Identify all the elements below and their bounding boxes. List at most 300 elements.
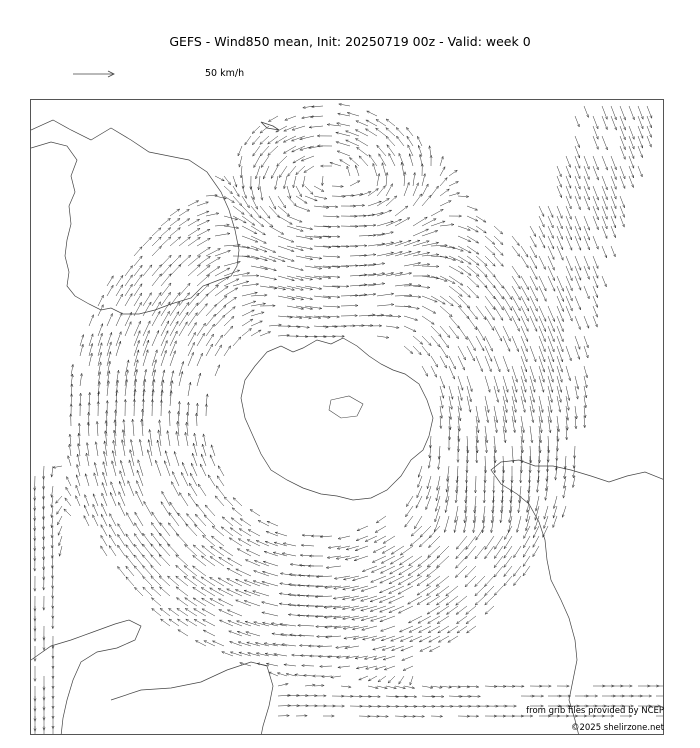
- wind-vector: [229, 631, 242, 636]
- wind-vector: [250, 510, 260, 517]
- wind-vector: [395, 240, 411, 246]
- wind-vector: [159, 555, 170, 567]
- wind-vector: [384, 666, 395, 670]
- wind-vector: [262, 602, 279, 606]
- wind-vector: [395, 251, 411, 256]
- wind-vector: [299, 635, 315, 636]
- wind-vector: [227, 589, 242, 596]
- wind-vector: [380, 616, 395, 622]
- legend-arrow-icon: [72, 66, 118, 82]
- wind-vector: [440, 376, 445, 388]
- wind-vector: [383, 536, 395, 543]
- wind-vector: [179, 237, 191, 246]
- wind-vector: [323, 316, 340, 317]
- wind-vector: [376, 516, 386, 523]
- wind-vector: [109, 524, 116, 536]
- wind-vector: [494, 356, 500, 372]
- wind-vector: [379, 154, 386, 166]
- wind-vector: [188, 228, 200, 236]
- wind-vector: [593, 236, 598, 249]
- wind-vector: [118, 566, 126, 576]
- wind-vector: [245, 621, 260, 626]
- wind-vector: [557, 316, 563, 332]
- wind-vector: [431, 245, 447, 246]
- wind-vector: [181, 472, 188, 486]
- wind-vector: [118, 534, 125, 546]
- wind-vector: [203, 535, 216, 546]
- wind-vector: [134, 265, 142, 276]
- wind-vector: [485, 586, 494, 596]
- wind-vector: [422, 336, 431, 346]
- wind-vector: [101, 535, 107, 546]
- wind-vector: [242, 246, 258, 250]
- wind-vector: [98, 333, 102, 346]
- wind-vector: [647, 116, 652, 128]
- wind-vector: [151, 598, 161, 606]
- wind-vector: [530, 226, 536, 237]
- wind-vector: [404, 346, 413, 354]
- wind-vector: [142, 555, 152, 566]
- wind-vector: [389, 153, 395, 166]
- wind-vector: [476, 356, 483, 372]
- wind-vector: [357, 526, 368, 531]
- wind-vector: [202, 546, 215, 556]
- wind-vector: [260, 126, 269, 133]
- wind-vector: [406, 506, 414, 517]
- wind-vector: [446, 496, 450, 513]
- wind-vector: [160, 587, 171, 596]
- wind-vector: [593, 316, 597, 327]
- wind-vector: [377, 294, 394, 296]
- wind-vector: [323, 296, 340, 297]
- wind-vector: [197, 202, 209, 206]
- wind-vector: [121, 460, 125, 476]
- wind-vector: [125, 360, 129, 376]
- wind-vector: [251, 226, 266, 235]
- wind-vector: [240, 519, 251, 526]
- wind-vector: [408, 145, 413, 156]
- wind-vector: [224, 297, 237, 306]
- wind-vector: [210, 577, 225, 586]
- wind-vector-head: [239, 529, 242, 532]
- wind-vector: [446, 586, 458, 596]
- wind-vector: [143, 350, 148, 366]
- wind-vector: [440, 306, 452, 317]
- wind-vector: [227, 579, 242, 587]
- wind-vector-head: [448, 640, 451, 642]
- wind-vector: [134, 534, 143, 547]
- wind-vector: [438, 626, 449, 633]
- wind-vector: [161, 350, 166, 366]
- wind-vector: [179, 219, 190, 226]
- wind-vector: [263, 561, 278, 566]
- wind-vector: [530, 256, 537, 269]
- wind-vector: [494, 286, 504, 299]
- wind-vector: [283, 146, 296, 153]
- wind-vector: [193, 587, 206, 596]
- wind-vector: [215, 305, 226, 316]
- wind-vector: [449, 286, 462, 296]
- wind-vector: [512, 366, 517, 382]
- wind-vector: [388, 676, 395, 683]
- wind-vector: [602, 216, 607, 229]
- wind-vector: [337, 151, 350, 156]
- wind-vector: [233, 216, 246, 223]
- wind-vector: [593, 116, 598, 129]
- wind-vector: [288, 166, 296, 176]
- wind-vector: [557, 276, 564, 291]
- wind-vector-head: [120, 285, 122, 288]
- wind-vector: [237, 621, 252, 626]
- wind-vector: [647, 106, 652, 118]
- wind-vector: [116, 294, 123, 306]
- wind-vector: [396, 128, 404, 137]
- wind-vector: [359, 156, 368, 166]
- wind-vector: [429, 636, 440, 642]
- wind-vector-head: [399, 681, 402, 684]
- wind-vector: [404, 240, 420, 246]
- wind-vector: [233, 176, 237, 187]
- wind-vector: [458, 236, 471, 242]
- wind-vector: [503, 306, 511, 321]
- wind-vector: [458, 326, 467, 340]
- wind-vector: [413, 194, 422, 206]
- wind-vector: [405, 516, 413, 527]
- wind-vector: [539, 306, 546, 322]
- wind-vector-head: [417, 593, 420, 596]
- wind-vector: [224, 186, 233, 194]
- wind-vector: [431, 209, 443, 216]
- wind-vector: [252, 126, 260, 134]
- wind-vector: [233, 337, 241, 346]
- wind-vector: [89, 315, 94, 326]
- wind-vector: [475, 476, 476, 493]
- wind-vector: [161, 340, 167, 356]
- wind-vector: [494, 566, 503, 577]
- wind-vector: [201, 577, 215, 586]
- wind-vector-head: [235, 288, 238, 290]
- wind-vector: [262, 582, 278, 586]
- wind-vector: [456, 596, 467, 605]
- wind-vector: [494, 306, 503, 321]
- wind-vector: [377, 253, 394, 257]
- wind-vector: [134, 340, 139, 356]
- wind-vector: [557, 206, 562, 219]
- wind-vector-head: [130, 284, 133, 287]
- wind-vector: [98, 305, 103, 316]
- wind-vector: [429, 646, 440, 652]
- wind-vector: [228, 558, 242, 566]
- wind-vector-head: [207, 238, 210, 240]
- wind-vector: [206, 344, 213, 356]
- wind-vector: [440, 189, 449, 196]
- wind-vector: [521, 256, 528, 268]
- wind-vector: [287, 296, 304, 300]
- wind-vector: [169, 619, 179, 626]
- wind-vector: [376, 119, 386, 126]
- wind-vector: [485, 316, 494, 331]
- wind-vector: [539, 216, 544, 227]
- wind-vector: [504, 556, 512, 567]
- wind-vector: [252, 136, 260, 145]
- wind-vector: [638, 106, 643, 119]
- wind-vector-head: [139, 293, 141, 296]
- wind-vector: [557, 306, 564, 322]
- wind-vector: [197, 275, 210, 286]
- wind-vector: [278, 256, 294, 261]
- wind-vector: [302, 666, 314, 667]
- wind-vector: [254, 622, 269, 626]
- wind-vector: [260, 256, 276, 261]
- wind-vector: [593, 306, 598, 317]
- wind-vector: [419, 636, 431, 642]
- wind-vector: [262, 612, 278, 616]
- wind-vector: [188, 265, 200, 276]
- wind-vector: [93, 494, 98, 506]
- wind-vector: [218, 578, 233, 586]
- wind-vector: [449, 316, 460, 328]
- wind-vector: [449, 246, 463, 251]
- wind-vector: [521, 246, 528, 257]
- wind-vector: [143, 321, 150, 336]
- wind-vector: [395, 295, 412, 296]
- wind-vector: [399, 676, 404, 684]
- wind-vector: [457, 616, 468, 624]
- wind-vector: [161, 228, 171, 236]
- wind-vector: [296, 166, 305, 175]
- wind-vector: [437, 616, 449, 624]
- wind-vector: [557, 296, 564, 312]
- wind-vector: [101, 514, 107, 526]
- wind-vector: [420, 526, 431, 537]
- wind-vector-head: [304, 170, 307, 173]
- wind-vector: [242, 328, 252, 336]
- wind-vector: [232, 508, 242, 516]
- wind-vector: [246, 550, 260, 556]
- wind-vector: [356, 165, 360, 176]
- wind-vector: [422, 195, 431, 206]
- wind-vector: [523, 556, 530, 567]
- wind-vector: [465, 576, 476, 587]
- wind-vector: [193, 577, 207, 587]
- wind-vector: [512, 236, 519, 246]
- wind-vector: [476, 306, 486, 320]
- wind-vector: [332, 186, 343, 187]
- wind-vector: [224, 176, 231, 185]
- wind-vector: [629, 136, 634, 149]
- wind-vector: [449, 366, 455, 379]
- wind-vector: [466, 616, 476, 624]
- wind-vector: [503, 376, 508, 392]
- wind-vector: [557, 176, 562, 187]
- wind-vector: [251, 321, 263, 326]
- wind-vector: [566, 156, 571, 168]
- wind-vector: [244, 601, 260, 606]
- wind-vector: [135, 587, 144, 596]
- wind-vector: [340, 160, 350, 166]
- wind-vector: [431, 366, 437, 377]
- wind-vector: [134, 360, 138, 376]
- wind-vector: [215, 335, 223, 346]
- wind-vector: [575, 146, 580, 158]
- wind-vector-head: [211, 334, 214, 337]
- wind-vector: [431, 221, 445, 226]
- wind-vector: [548, 216, 553, 228]
- wind-vector: [503, 286, 512, 300]
- wind-vector: [116, 332, 121, 346]
- wind-vector: [514, 546, 521, 558]
- wind-vector: [161, 321, 169, 336]
- wind-vector: [102, 493, 107, 506]
- wind-vector: [263, 166, 269, 179]
- copyright-credit: ©2025 shelirzone.net: [570, 723, 664, 733]
- wind-vector: [206, 257, 220, 266]
- wind-vector: [244, 590, 260, 596]
- wind-vector: [323, 216, 339, 217]
- wind-vector: [193, 566, 207, 576]
- wind-vector: [402, 656, 413, 660]
- wind-vector: [242, 206, 252, 217]
- wind-vector: [449, 182, 459, 187]
- wind-vector: [397, 136, 405, 146]
- wind-vector: [161, 619, 171, 626]
- wind-vector: [76, 485, 80, 496]
- wind-vector: [107, 313, 113, 326]
- wind-vector: [165, 451, 170, 466]
- wind-vector: [485, 376, 490, 392]
- wind-vector-head: [217, 257, 220, 259]
- wind-vector: [440, 296, 453, 306]
- wind-vector: [602, 276, 606, 287]
- wind-vector: [399, 153, 404, 166]
- wind-vector: [268, 146, 278, 156]
- wind-vector: [539, 236, 545, 248]
- wind-vector: [251, 312, 264, 316]
- wind-vector: [260, 276, 277, 280]
- wind-vector: [372, 556, 386, 562]
- wind-vector: [188, 493, 197, 506]
- wind-vector: [126, 555, 134, 566]
- wind-vector: [287, 196, 296, 206]
- wind-vector: [449, 256, 463, 263]
- wind-vector: [602, 246, 607, 258]
- wind-vector: [475, 586, 485, 596]
- wind-vector: [152, 311, 160, 326]
- wind-vector: [386, 128, 395, 136]
- wind-vector: [189, 483, 197, 496]
- wind-vector: [245, 560, 260, 566]
- wind-vector: [454, 516, 458, 533]
- wind-vector: [584, 336, 588, 348]
- wind-vector: [287, 276, 304, 280]
- wind-vector: [406, 496, 413, 507]
- wind-vector: [539, 256, 546, 270]
- wind-vector: [251, 330, 261, 336]
- wind-vector: [533, 546, 539, 557]
- wind-vector: [341, 306, 358, 307]
- wind-vector: [367, 111, 377, 116]
- wind-vector: [428, 626, 440, 633]
- wind-vector: [386, 119, 395, 126]
- wind-vector: [179, 493, 188, 507]
- wind-vector: [422, 306, 436, 313]
- wind-vector: [440, 386, 444, 398]
- wind-vector: [269, 672, 278, 676]
- wind-vector: [431, 326, 441, 337]
- wind-vector: [224, 326, 233, 336]
- wind-vector: [161, 218, 170, 226]
- wind-vector: [575, 136, 580, 148]
- wind-vector: [404, 252, 420, 256]
- wind-vector: [440, 336, 449, 348]
- wind-vector: [152, 350, 157, 366]
- wind-vector: [381, 626, 396, 631]
- wind-vector: [406, 127, 413, 136]
- wind-vector: [437, 546, 449, 558]
- wind-vector-head: [231, 200, 234, 203]
- wind-vector: [242, 310, 254, 316]
- wind-vector: [530, 346, 536, 362]
- wind-vector: [110, 514, 116, 527]
- wind-vector: [242, 284, 259, 286]
- wind-vector: [514, 576, 522, 586]
- wind-vector: [161, 331, 168, 346]
- wind-vector: [84, 505, 89, 516]
- wind-vector: [447, 626, 458, 633]
- wind-vector: [584, 286, 589, 299]
- wind-vector: [253, 591, 269, 596]
- wind-vector: [431, 356, 438, 367]
- wind-vector: [436, 496, 440, 511]
- wind-vector: [557, 286, 564, 302]
- wind-vector: [389, 596, 404, 603]
- wind-vector: [128, 481, 134, 496]
- wind-vector: [429, 536, 441, 548]
- wind-vector: [467, 626, 477, 633]
- wind-vector-head: [375, 530, 378, 532]
- wind-vector: [58, 526, 62, 535]
- wind-vector-head: [226, 277, 229, 280]
- wind-vector: [65, 498, 71, 506]
- wind-vector: [413, 336, 423, 344]
- wind-vector: [210, 599, 224, 607]
- wind-vector: [517, 516, 521, 532]
- wind-vector: [125, 312, 132, 326]
- wind-vector: [638, 146, 643, 158]
- wind-vector-head: [408, 583, 411, 586]
- wind-vector: [135, 523, 144, 536]
- wind-vector-head: [406, 504, 409, 507]
- wind-vector-head: [526, 254, 529, 257]
- wind-vector: [219, 610, 233, 617]
- wind-vector: [494, 376, 499, 392]
- wind-vector: [449, 326, 459, 339]
- wind-vector: [485, 606, 494, 614]
- wind-vector-head: [186, 209, 189, 212]
- wind-vector: [143, 237, 152, 246]
- wind-vector: [152, 246, 161, 256]
- wind-vector: [361, 586, 377, 591]
- wind-vector: [467, 276, 479, 287]
- wind-vector: [431, 336, 440, 347]
- wind-vector-head: [101, 546, 104, 549]
- wind-vector: [261, 156, 269, 168]
- wind-vector: [85, 495, 89, 507]
- wind-vector-head: [526, 265, 529, 268]
- wind-vector: [476, 336, 484, 351]
- wind-vector: [548, 226, 554, 239]
- wind-vector: [126, 545, 134, 556]
